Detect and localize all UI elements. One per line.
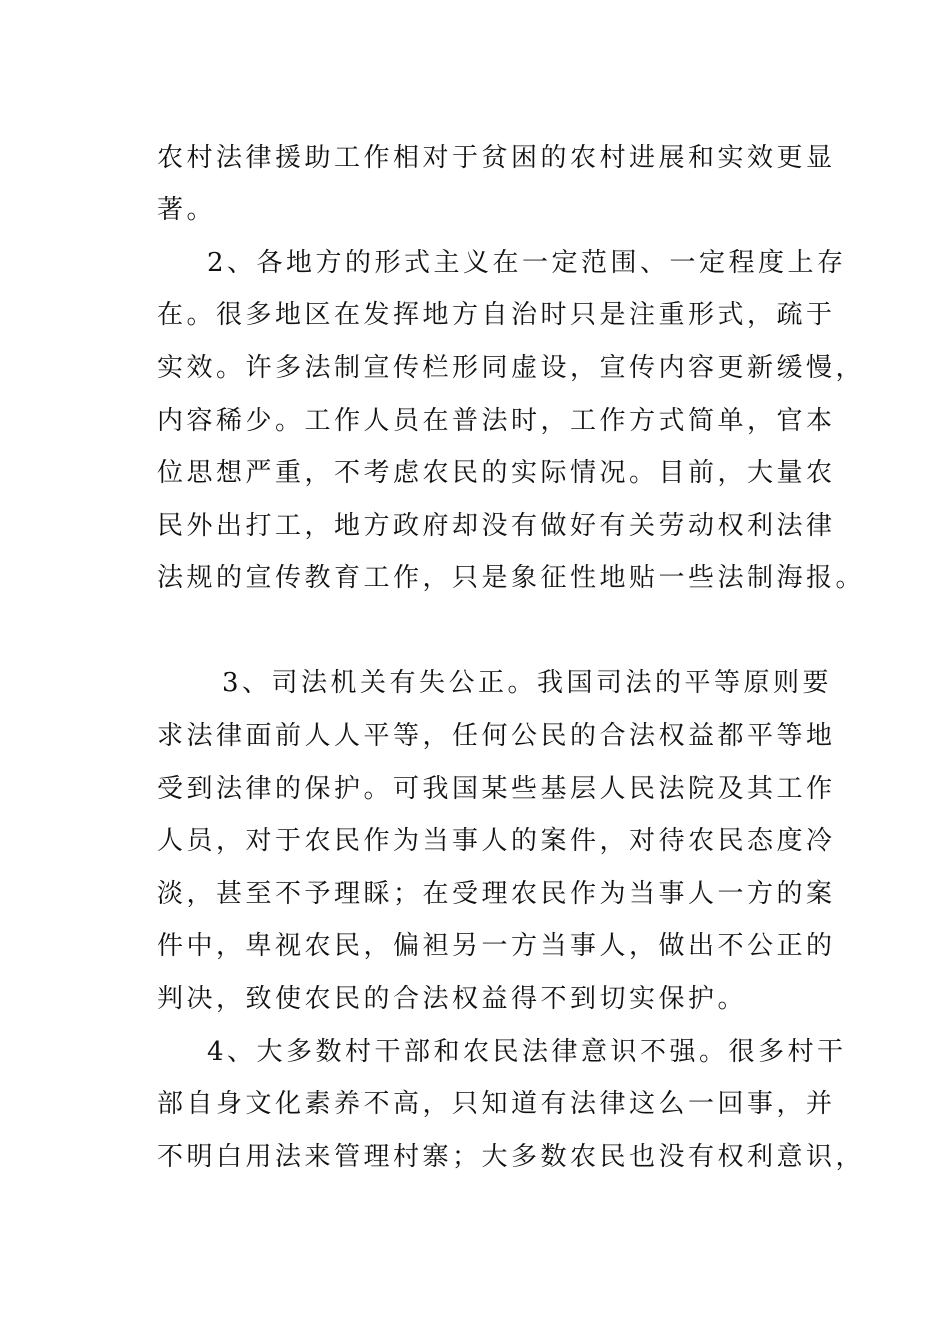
text-line: 部自身文化素养不高，只知道有法律这么一回事，并 — [157, 1089, 836, 1119]
text-line: 民外出打工，地方政府却没有做好有关劳动权利法律 — [157, 511, 836, 541]
text-line: 内容稀少。工作人员在普法时，工作方式简单，官本 — [157, 406, 836, 436]
text-line: 农村法律援助工作相对于贫困的农村进展和实效更显 — [157, 143, 836, 173]
text-line: 淡，甚至不予理睬；在受理农民作为当事人一方的案 — [157, 879, 836, 909]
text-line: 受到法律的保护。可我国某些基层人民法院及其工作 — [157, 774, 836, 804]
text-line: 位思想严重，不考虑农民的实际情况。目前，大量农 — [157, 458, 836, 488]
text-line: 人员，对于农民作为当事人的案件，对待农民态度冷 — [157, 826, 836, 856]
text-line: 实效。许多法制宣传栏形同虚设，宣传内容更新缓慢， — [157, 353, 866, 383]
text-line: 3、司法机关有失公正。我国司法的平等原则要 — [222, 668, 833, 698]
text-line: 件中，卑视农民，偏袒另一方当事人，做出不公正的 — [157, 931, 836, 961]
text-line: 法规的宣传教育工作，只是象征性地贴一些法制海报。 — [157, 563, 866, 593]
text-line: 不明白用法来管理村寨；大多数农民也没有权利意识， — [157, 1142, 866, 1172]
text-line: 2、各地方的形式主义在一定范围、一定程度上存 — [207, 248, 847, 278]
text-line: 判决，致使农民的合法权益得不到切实保护。 — [157, 984, 748, 1014]
text-line: 求法律面前人人平等，任何公民的合法权益都平等地 — [157, 721, 836, 751]
text-line: 在。很多地区在发挥地方自治时只是注重形式，疏于 — [157, 300, 836, 330]
text-line: 4、大多数村干部和农民法律意识不强。很多村干 — [207, 1037, 847, 1067]
text-line: 著。 — [157, 195, 217, 225]
